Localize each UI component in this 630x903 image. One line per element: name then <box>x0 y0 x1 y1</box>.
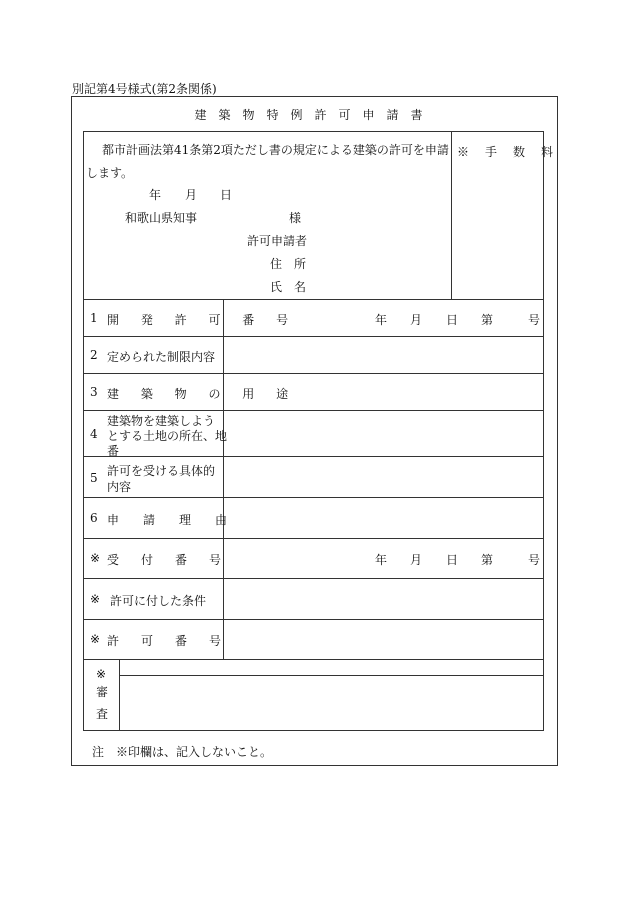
row-number: 2 <box>90 348 98 362</box>
row-label-content-line2: 内容 <box>107 480 132 494</box>
row-label-permit-number: 開 発 許 可 番 号 <box>107 313 298 327</box>
row-label-land-line1: 建築物を建築しよう <box>107 414 216 428</box>
row1-day: 日 <box>446 313 459 327</box>
honorific: 様 <box>289 211 302 225</box>
row-mark: ※ <box>90 632 101 646</box>
row7-day: 日 <box>446 553 459 567</box>
row-number: 5 <box>90 471 98 485</box>
row-label-receipt-number: 受 付 番 号 <box>107 553 227 567</box>
row7-month: 月 <box>410 553 423 567</box>
row-number: 3 <box>90 385 98 399</box>
row-divider <box>83 538 544 539</box>
review-mark: ※ <box>96 667 107 681</box>
row-mark: ※ <box>90 592 101 606</box>
review-line <box>119 675 544 676</box>
row7-year: 年 <box>375 553 388 567</box>
row-label-land-line2: とする土地の所在、地 <box>107 429 228 443</box>
row1-month: 月 <box>410 313 423 327</box>
row-divider <box>83 456 544 457</box>
row-divider <box>83 578 544 579</box>
row-number: 4 <box>90 427 98 441</box>
applicant-label: 許可申請者 <box>247 234 308 248</box>
row-number: 1 <box>90 311 98 325</box>
fee-label: ※ 手 数 料 <box>457 145 556 159</box>
row-divider <box>83 336 544 337</box>
row-divider <box>83 619 544 620</box>
label-column-divider <box>223 299 224 659</box>
application-text-line1: 都市計画法第41条第2項ただし書の規定による建築の許可を申請 <box>102 143 449 157</box>
review-char-2: 査 <box>96 707 109 721</box>
row-label-land-line3: 番 <box>107 444 120 458</box>
address-label: 住 所 <box>270 257 307 271</box>
row-label-restriction: 定められた制限内容 <box>107 350 216 364</box>
row-divider <box>83 299 544 300</box>
addressee: 和歌山県知事 <box>125 211 198 225</box>
row-number: 6 <box>90 511 98 525</box>
row-label-content-line1: 許可を受ける具体的 <box>107 464 216 478</box>
form-label: 別記第4号様式(第2条関係) <box>72 82 217 96</box>
row-label-reason: 申 請 理 由 <box>107 513 234 527</box>
row-divider <box>83 410 544 411</box>
date-day-label: 日 <box>220 188 233 202</box>
row-mark: ※ <box>90 551 101 565</box>
row1-year: 年 <box>375 313 388 327</box>
form-title: 建築物特例許可申請書 <box>194 108 435 122</box>
row-divider <box>83 659 544 660</box>
footnote: 注 ※印欄は、記入しないこと。 <box>92 745 273 759</box>
row1-go: 号 <box>528 313 541 327</box>
fee-divider <box>451 131 452 299</box>
date-year-label: 年 <box>149 188 162 202</box>
row-label-building-use: 建 築 物 の 用 途 <box>107 387 298 401</box>
row-divider <box>83 373 544 374</box>
review-divider <box>119 659 120 731</box>
row7-go: 号 <box>528 553 541 567</box>
row-label-conditions: 許可に付した条件 <box>110 594 207 608</box>
row1-dai: 第 <box>481 313 494 327</box>
name-label: 氏 名 <box>270 280 307 294</box>
row-divider <box>83 497 544 498</box>
date-month-label: 月 <box>185 188 198 202</box>
row-label-permit-no: 許 可 番 号 <box>107 634 227 648</box>
row7-dai: 第 <box>481 553 494 567</box>
review-char-1: 審 <box>96 685 109 699</box>
application-text-line2: します。 <box>86 166 134 180</box>
